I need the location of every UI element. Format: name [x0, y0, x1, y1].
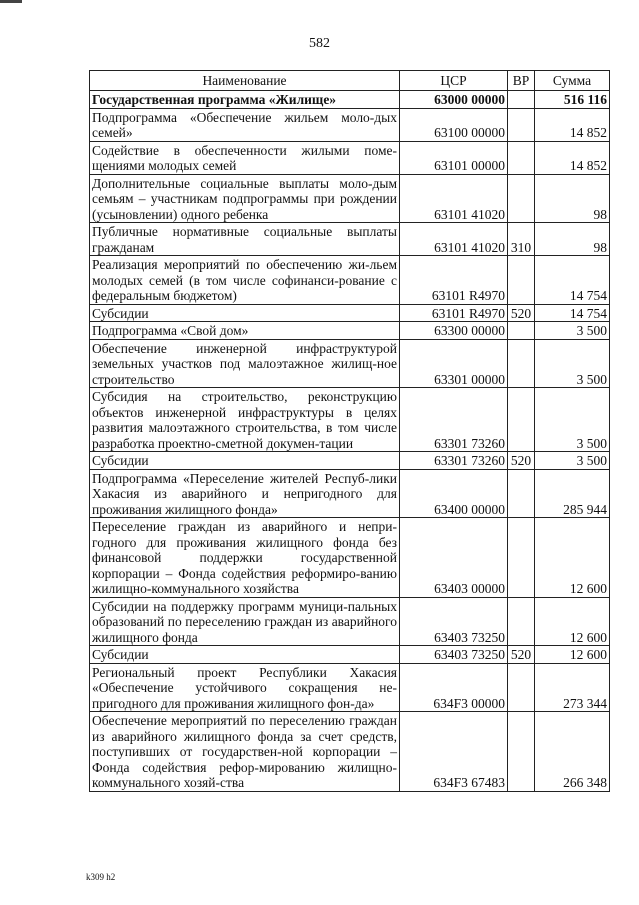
table-row	[90, 452, 610, 470]
cell-csr: 63403 00000	[400, 518, 508, 598]
table-row	[90, 174, 610, 223]
cell-csr: 63101 R4970	[400, 256, 508, 305]
cell-name: Субсидии	[90, 304, 400, 322]
cell-name: Обеспечение мероприятий по переселению граждан из аварийного жилищного фонда за счет средств, поступивших от государствен-ной корпорации – Фонда содействия рефор-мированию жилищно-коммунального хозяй-ства	[90, 712, 400, 792]
cell-sum: 12 600	[535, 597, 610, 646]
cell-vr: 520	[508, 452, 535, 470]
cell-name: Субсидии	[90, 646, 400, 664]
cell-name: Государственная программа «Жилище»	[90, 91, 400, 109]
table-row	[90, 518, 610, 598]
cell-vr	[508, 518, 535, 598]
cell-vr	[508, 91, 535, 109]
cell-name: Субсидия на строительство, реконструкцию объектов инженерной инфраструктуры в целях развития малоэтажного строительства, в том числе разработка проектно-сметной докумен-тации	[90, 388, 400, 452]
cell-name: Дополнительные социальные выплаты моло-дым семьям – участникам подпрограммы при рождении (усыновлении) одного ребенка	[90, 174, 400, 223]
cell-csr: 63301 73260	[400, 388, 508, 452]
table-row	[90, 304, 610, 322]
header-vr: ВР	[508, 71, 535, 91]
table-row	[90, 256, 610, 305]
cell-csr: 63101 41020	[400, 174, 508, 223]
table-row	[90, 141, 610, 174]
cell-vr	[508, 108, 535, 141]
budget-table	[89, 70, 610, 792]
cell-sum: 3 500	[535, 452, 610, 470]
table-row	[90, 322, 610, 340]
cell-name: Подпрограмма «Переселение жителей Респуб-лики Хакасия из аварийного и непригодного для проживания жилищного фонда»	[90, 469, 400, 518]
cell-csr: 63400 00000	[400, 469, 508, 518]
cell-name: Региональный проект Республики Хакасия «Обеспечение устойчивого сокращения не-пригодного для проживания жилищного фон-да»	[90, 663, 400, 712]
cell-vr	[508, 339, 535, 388]
cell-vr	[508, 388, 535, 452]
cell-sum: 3 500	[535, 322, 610, 340]
table-row	[90, 91, 610, 109]
table-row	[90, 712, 610, 792]
cell-name: Обеспечение инженерной инфраструктурой земельных участков под малоэтажное жилищ-ное строительство	[90, 339, 400, 388]
table-row	[90, 388, 610, 452]
cell-name: Подпрограмма «Свой дом»	[90, 322, 400, 340]
cell-vr: 520	[508, 304, 535, 322]
cell-sum: 3 500	[535, 339, 610, 388]
cell-csr: 63101 00000	[400, 141, 508, 174]
cell-sum: 516 116	[535, 91, 610, 109]
cell-sum: 273 344	[535, 663, 610, 712]
cell-sum: 14 754	[535, 304, 610, 322]
cell-csr: 634F3 00000	[400, 663, 508, 712]
cell-csr: 63301 73260	[400, 452, 508, 470]
cell-csr: 63300 00000	[400, 322, 508, 340]
cell-vr: 310	[508, 223, 535, 256]
cell-sum: 98	[535, 174, 610, 223]
cell-vr	[508, 469, 535, 518]
cell-sum: 14 852	[535, 108, 610, 141]
cell-vr	[508, 712, 535, 792]
cell-vr	[508, 663, 535, 712]
header-sum: Сумма	[535, 71, 610, 91]
cell-sum: 285 944	[535, 469, 610, 518]
table-row	[90, 646, 610, 664]
cell-csr: 63301 00000	[400, 339, 508, 388]
cell-vr: 520	[508, 646, 535, 664]
cell-sum: 12 600	[535, 646, 610, 664]
cell-name: Публичные нормативные социальные выплаты гражданам	[90, 223, 400, 256]
cell-sum: 14 754	[535, 256, 610, 305]
cell-vr	[508, 597, 535, 646]
corner-mark	[0, 0, 22, 3]
cell-name: Субсидии на поддержку программ муници-пальных образований по переселению граждан из аварийного жилищного фонда	[90, 597, 400, 646]
table-body	[90, 91, 610, 792]
cell-name: Переселение граждан из аварийного и непри-годного для проживания жилищного фонда без финансовой поддержки государственной корпорации – Фонда содействия реформиро-ванию жилищно-коммунального хозяйства	[90, 518, 400, 598]
cell-vr	[508, 141, 535, 174]
cell-name: Содействие в обеспеченности жилыми поме-щениями молодых семей	[90, 141, 400, 174]
table-row	[90, 108, 610, 141]
header-name: Наименование	[90, 71, 400, 91]
table-row	[90, 663, 610, 712]
cell-csr: 63403 73250	[400, 597, 508, 646]
footer-code: k309 h2	[86, 872, 116, 882]
cell-csr: 63101 R4970	[400, 304, 508, 322]
table-row	[90, 597, 610, 646]
cell-csr: 63403 73250	[400, 646, 508, 664]
cell-name: Реализация мероприятий по обеспечению жи-льем молодых семей (в том числе софинанси-рование с федеральным бюджетом)	[90, 256, 400, 305]
cell-vr	[508, 256, 535, 305]
table-row	[90, 339, 610, 388]
cell-vr	[508, 174, 535, 223]
cell-name: Субсидии	[90, 452, 400, 470]
cell-sum: 3 500	[535, 388, 610, 452]
cell-sum: 98	[535, 223, 610, 256]
header-csr: ЦСР	[400, 71, 508, 91]
cell-csr: 63101 41020	[400, 223, 508, 256]
cell-sum: 266 348	[535, 712, 610, 792]
cell-name: Подпрограмма «Обеспечение жильем моло-дых семей»	[90, 108, 400, 141]
cell-vr	[508, 322, 535, 340]
cell-sum: 14 852	[535, 141, 610, 174]
header-row	[90, 71, 610, 91]
cell-csr: 63000 00000	[400, 91, 508, 109]
table-row	[90, 223, 610, 256]
cell-csr: 634F3 67483	[400, 712, 508, 792]
page-number: 582	[309, 36, 330, 51]
cell-sum: 12 600	[535, 518, 610, 598]
table-row	[90, 469, 610, 518]
cell-csr: 63100 00000	[400, 108, 508, 141]
